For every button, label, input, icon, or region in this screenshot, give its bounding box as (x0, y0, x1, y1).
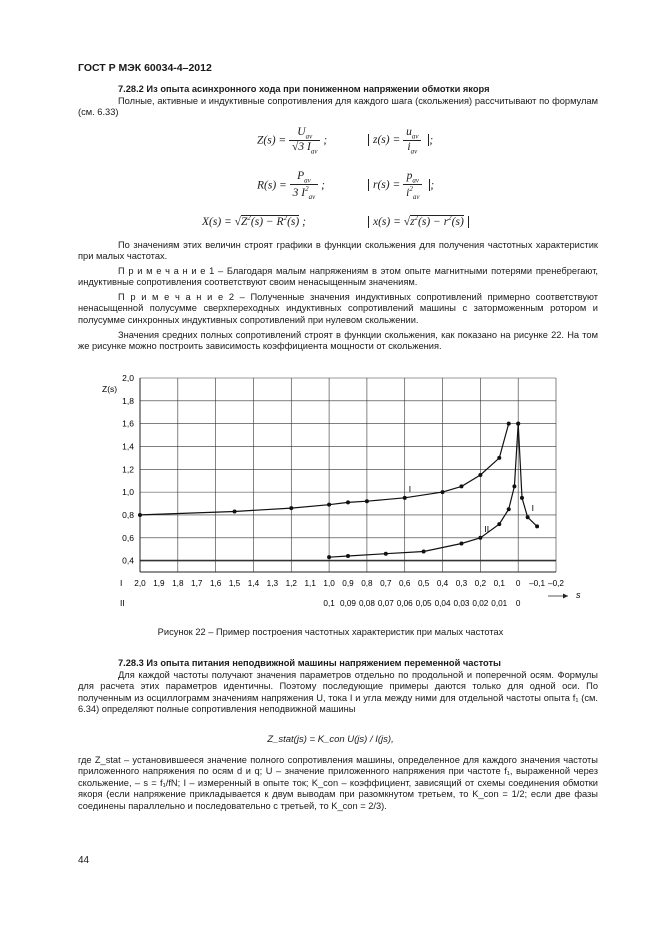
series-point (346, 500, 350, 504)
chart-axes (140, 378, 568, 599)
y-tick-label: 1,8 (122, 395, 134, 406)
x-tick-I-label: 0,9 (342, 579, 354, 588)
x-tick-I-label: 1,0 (323, 579, 335, 588)
x-tick-II-label: 0,01 (491, 599, 508, 608)
series-point (233, 510, 237, 514)
chart-grid (140, 378, 556, 572)
x-tick-II-label: 0,02 (472, 599, 489, 608)
x-tick-I-label: –0,2 (548, 579, 564, 588)
x-tick-I-label: 0,4 (436, 579, 449, 588)
y-tick-label: 0,6 (122, 532, 134, 543)
formula-x-left: $X(s) = √Z^2(s) - R^2(s)$ ; (202, 214, 306, 228)
x-tick-I-label: 0 (515, 579, 521, 588)
series-point (478, 473, 482, 477)
x-tick-II-label: 0,1 (323, 599, 335, 608)
series-point (516, 422, 520, 426)
series-curve-2 (329, 424, 518, 558)
series-point (497, 522, 501, 526)
series-point (459, 484, 463, 488)
section-2-paragraph: Для каждой частоты получают значения параметров отдельно по продольной и поперечной осям. Формулы для расчета этих параметров идентичны. Поэтому последующие примеры даются только для одной оси. По полученным из осциллограмм значениям напряжения U, тока I и угла между ними для отдельной частоты опыта f₁ (см. 6.34) определяют полные сопротивления неподвижной машины (78, 670, 598, 715)
y-tick-label: 1,6 (122, 418, 134, 429)
x-tick-II-label: 0,04 (434, 599, 451, 608)
x-tick-I-label: 0,3 (455, 579, 468, 588)
x-tick-I-label: 0,5 (417, 579, 430, 588)
x-tick-II-label: 0,06 (396, 599, 413, 608)
formula-r-left: R(s) = $\frac{P_{av}}{3 I^2_{av}}$ ; (257, 170, 325, 202)
series-point (384, 552, 388, 556)
series-curve-3 (518, 424, 537, 527)
x-tick-I-label: 0,7 (380, 579, 392, 588)
x-tick-I-label: 0,2 (474, 579, 487, 588)
x-axis-arrowhead (563, 594, 568, 599)
section-2-where: где Z_stat – установившееся значение полного сопротивления машины, определенное для каждого значения частоты приложенного напряжения по осям d и q; U – значение приложенного напряжения при частоте f₁, выраженной через скольжение, – s = f₁/fN; I – измеренный в опыте ток; K_con – коэффициент, зависящий от схемы соединения обмотки якоря (если напряжение прикладывается к двум выводам при разомкнутом третьем, то K_con = 1/2; если две фазы соединены параллельно и последовательно с третьей, то K_con = 2/3). (78, 755, 598, 811)
x-tick-II-label: 0,05 (415, 599, 432, 608)
x-tick-I-label: 1,9 (153, 579, 165, 588)
section-title-7-28-2: 7.28.2 Из опыта асинхронного хода при пониженном напряжении обмотки якоря (118, 84, 490, 94)
y-tick-label: 1,4 (122, 441, 134, 452)
x-tick-II-label: 0,03 (453, 599, 470, 608)
series-point (459, 541, 463, 545)
series-point (478, 536, 482, 540)
y-axis-label: Z(s) (102, 384, 118, 394)
section-title-7-28-3: 7.28.3 Из опыта питания неподвижной машины напряжением переменной частоты (118, 658, 501, 668)
document-header: ГОСТ Р МЭК 60034-4–2012 (78, 62, 212, 74)
series-point (497, 456, 501, 460)
series-point (327, 503, 331, 507)
x-row-II-label: II (120, 598, 125, 608)
y-tick-label: 0,4 (122, 555, 134, 566)
section-intro: Полные, активные и индуктивные сопротивления для каждого шага (скольжения) рассчитывают по формулам (см. 6.33) (78, 96, 598, 118)
x-tick-I-label: 0,6 (399, 579, 411, 588)
x-tick-I-label: 2,0 (134, 579, 146, 588)
x-tick-I-label: 1,1 (304, 579, 316, 588)
x-tick-I-label: 0,1 (493, 579, 505, 588)
x-tick-I-label: 1,3 (266, 579, 279, 588)
x-tick-II-label: 0 (515, 599, 521, 608)
series-label: II (484, 523, 490, 534)
series-point (507, 422, 511, 426)
series-point (346, 554, 350, 558)
paragraph-graphs: По значениям этих величин строят графики в функции скольжения для получения частотных характеристик при малых частотах. (78, 240, 598, 262)
x-tick-I-label: –0,1 (529, 579, 546, 588)
x-tick-I-label: 1,6 (209, 579, 222, 588)
series-point (520, 496, 524, 500)
figure-caption: Рисунок 22 – Пример построения частотных характеристик при малых частотах (157, 627, 504, 637)
series-point (289, 506, 293, 510)
note-1: П р и м е ч а н и е 1 – Благодаря малым напряжениям в этом опыте магнитными потерями пренебрегают, индуктивные сопротивления соответствуют своим ненасыщенным значениям. (78, 266, 598, 288)
x-tick-II-label: 0,08 (358, 599, 375, 608)
formula-r-right: r(s) = $\frac{p_{av}}{i^2_{av}}$ ; (368, 170, 434, 201)
series-point (422, 549, 426, 553)
y-tick-label: 2,0 (122, 373, 134, 383)
chart-labels (102, 373, 581, 608)
x-tick-I-label: 1,2 (285, 579, 297, 588)
formula-z-left: Z(s) = $\frac{U_{av}}{√3 I_{av}}$ ; (257, 126, 328, 156)
series-point (512, 484, 516, 488)
x-axis-label: s (576, 590, 581, 600)
series-point (535, 524, 539, 528)
chart-curves (138, 422, 539, 560)
zstat-formula: Z_stat(js) = K_con U(js) / I(js), (267, 734, 394, 745)
x-row-I-label: I (120, 578, 123, 588)
formula-x-right: $x(s) = √z^2(s) - r^2(s)$ (368, 214, 469, 228)
series-point (365, 499, 369, 503)
x-tick-I-label: 1,4 (247, 579, 260, 588)
paragraph-figure-ref: Значения средних полных сопротивлений строят в функции скольжения, как показано на рисунке 22. На том же рисунке можно построить зависимость коэффициента мощности от скольжения. (78, 330, 598, 352)
series-point (403, 496, 407, 500)
x-tick-II-label: 0,09 (340, 599, 356, 608)
series-point (327, 555, 331, 559)
note-2: П р и м е ч а н и е 2 – Полученные значения индуктивных сопротивлений примерно соответствуют ненасыщенной полусумме сверхпереходных индуктивных сопротивлений машины с заторможенным ротором и полусумме синхронных индуктивных сопротивлений при нулевом скольжении. (78, 292, 598, 325)
y-tick-label: 1,0 (122, 487, 134, 498)
series-label: I (408, 483, 412, 494)
frequency-characteristics-chart (0, 360, 661, 625)
x-tick-I-label: 1,5 (228, 579, 241, 588)
series-label: I (531, 503, 535, 514)
series-point (507, 507, 511, 511)
x-tick-II-label: 0,07 (377, 599, 394, 608)
x-tick-I-label: 0,8 (361, 579, 373, 588)
y-tick-label: 1,2 (122, 464, 134, 475)
page-number: 44 (78, 855, 90, 866)
x-tick-I-label: 1,8 (172, 579, 184, 588)
y-tick-label: 0,8 (122, 509, 134, 520)
formula-z-right: z(s) = $\frac{u_{av}}{i_{av}}$ ; (368, 126, 433, 156)
series-point (526, 515, 530, 519)
series-point (441, 490, 445, 494)
series-point (138, 513, 142, 517)
x-tick-I-label: 1,7 (191, 579, 203, 588)
